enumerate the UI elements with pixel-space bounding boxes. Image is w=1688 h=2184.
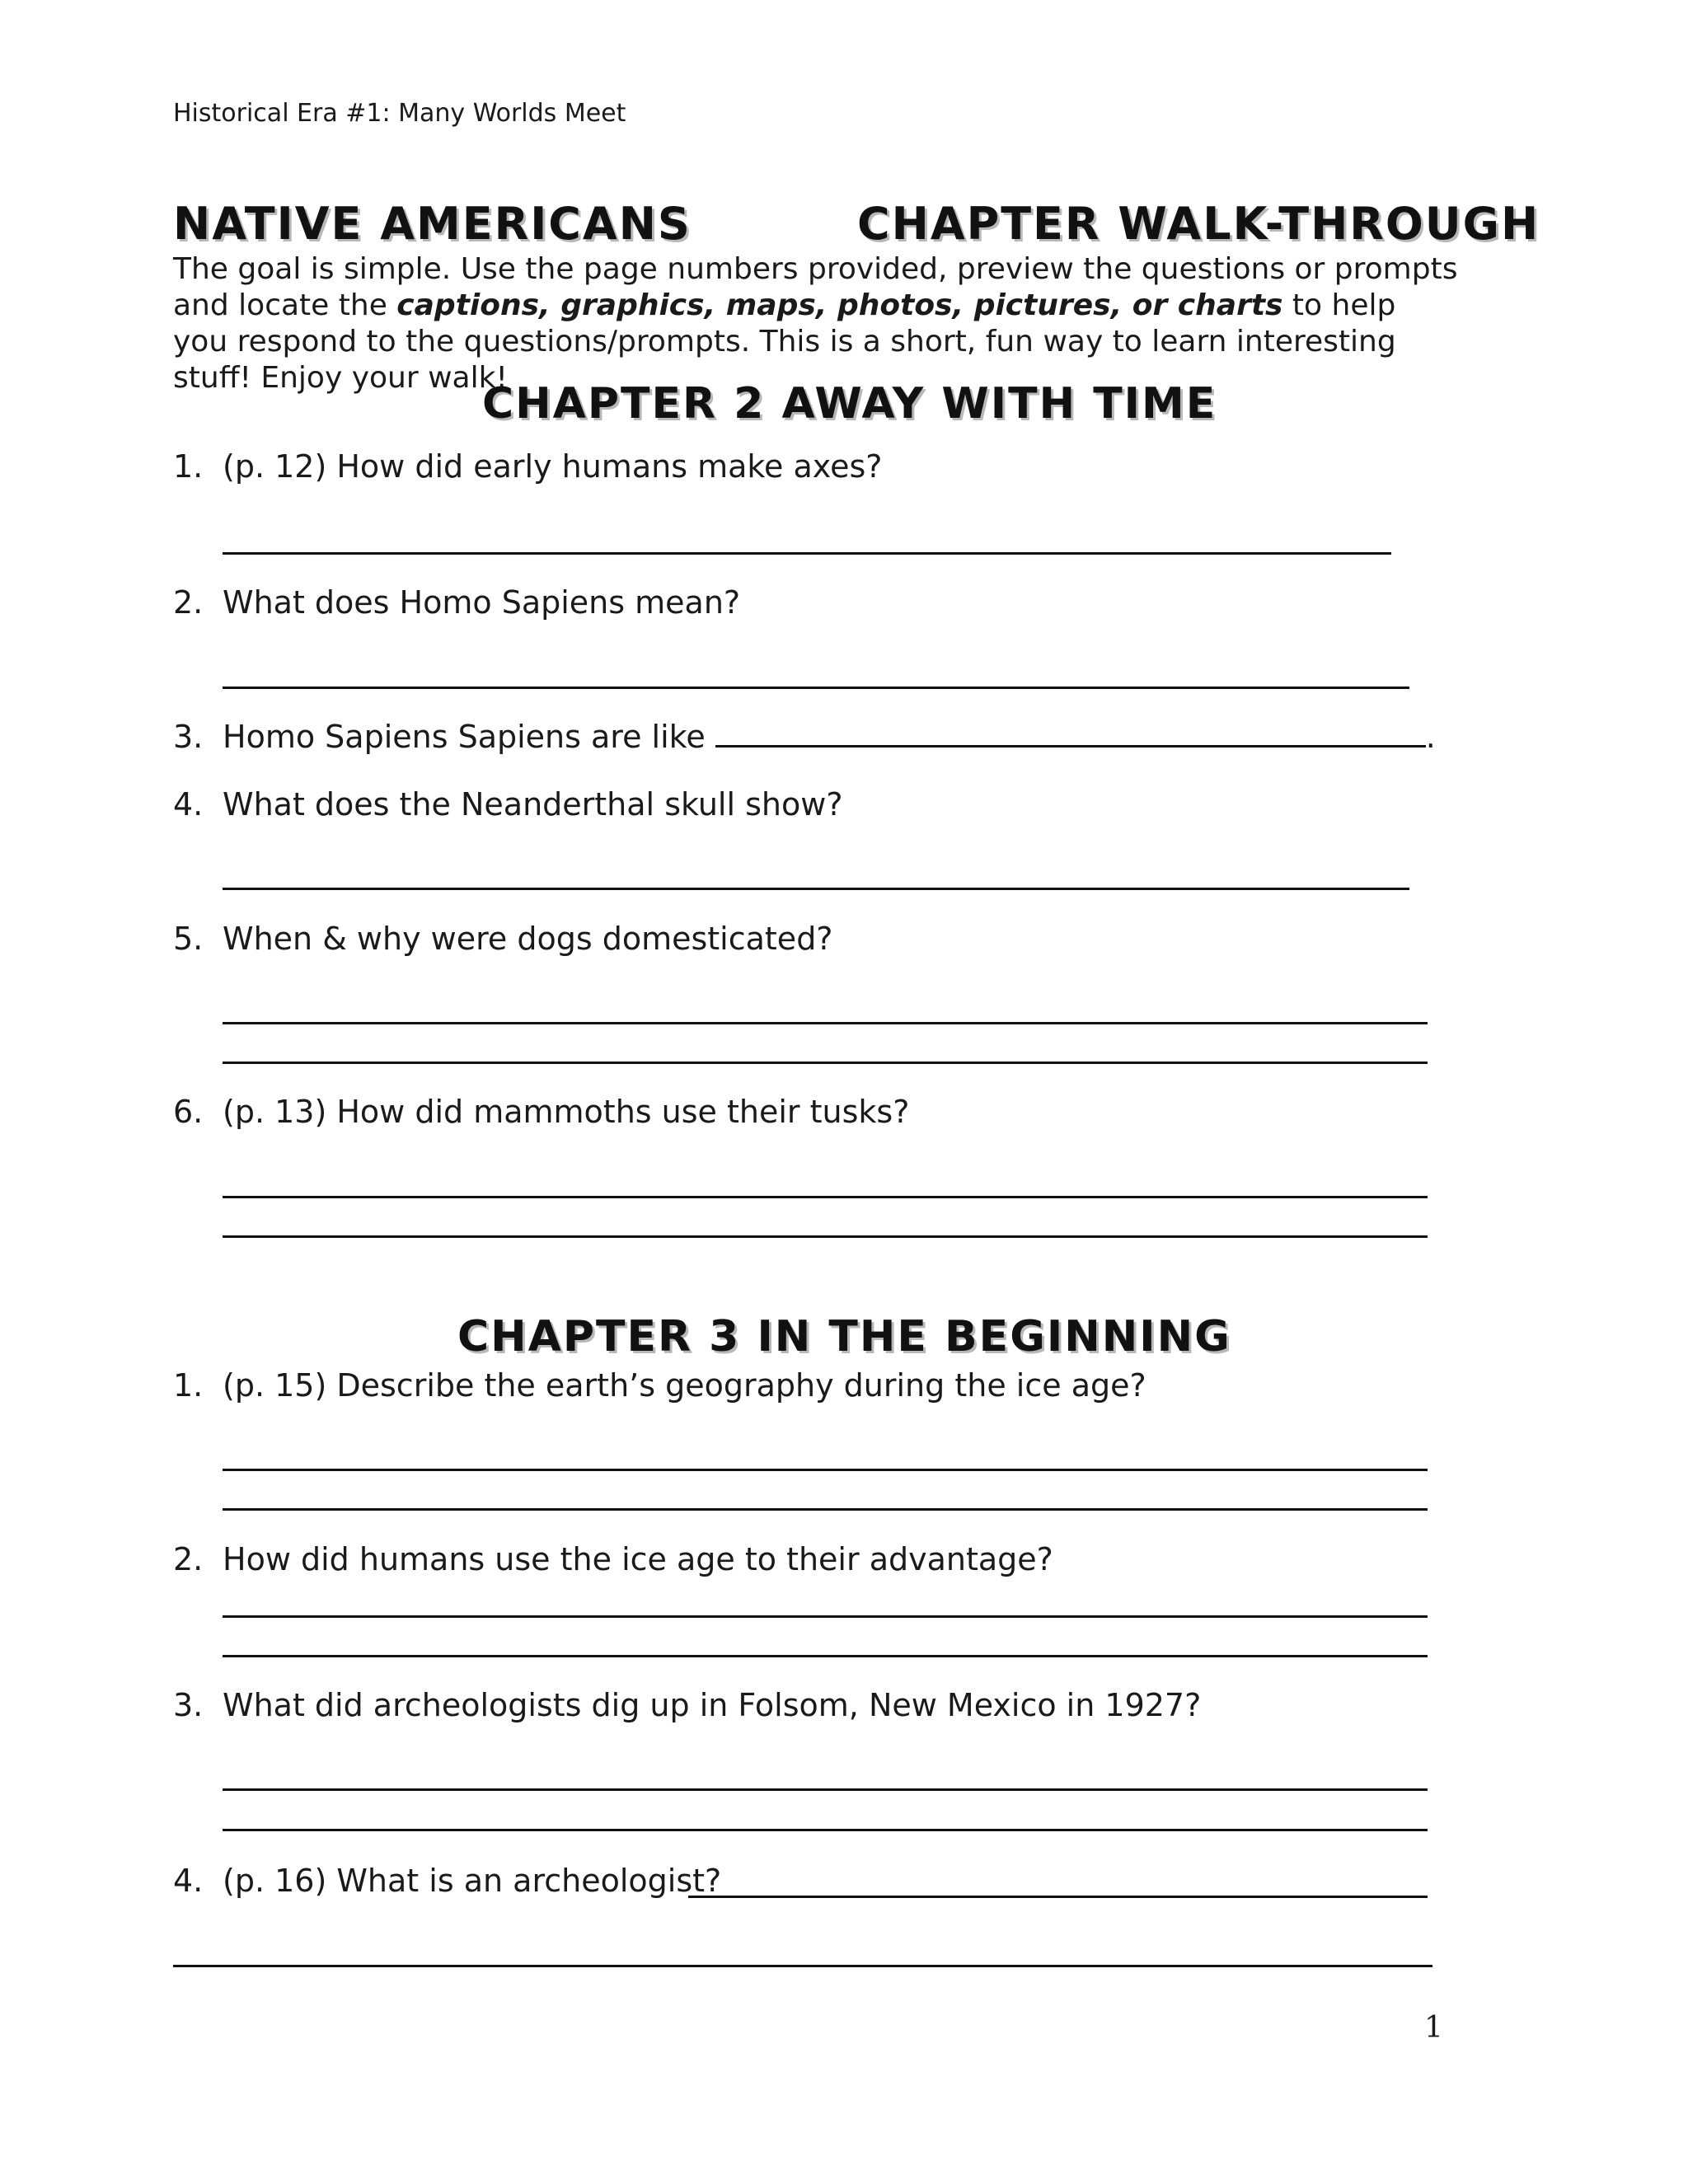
question-text: What does Homo Sapiens mean? xyxy=(223,584,741,621)
instructions xyxy=(173,251,1459,396)
era-heading: Historical Era #1: Many Worlds Meet xyxy=(173,99,626,128)
question-text: (p. 16) What is an archeologist? xyxy=(223,1863,722,1899)
question-number: 2. xyxy=(173,1541,204,1577)
question-end: . xyxy=(1425,719,1436,755)
answer-line[interactable] xyxy=(223,1615,1428,1618)
answer-line[interactable] xyxy=(223,552,1391,555)
question-number: 1. xyxy=(173,448,204,485)
answer-line[interactable] xyxy=(223,1469,1428,1471)
chapter-3-question-3 xyxy=(173,1685,1201,1725)
answer-line[interactable] xyxy=(223,1655,1428,1657)
question-number: 5. xyxy=(173,921,204,957)
question-number: 6. xyxy=(173,1094,204,1130)
question-number: 4. xyxy=(173,1863,204,1899)
question-text: Homo Sapiens Sapiens are like xyxy=(223,719,715,755)
chapter-2-question-4 xyxy=(173,785,843,824)
chapter-2-question-3 xyxy=(173,717,1436,757)
question-number: 3. xyxy=(173,719,204,755)
instructions-emphasis: captions, graphics, maps, photos, pictures, or charts xyxy=(396,288,1283,322)
answer-line[interactable] xyxy=(223,1022,1428,1024)
fill-in-blank[interactable] xyxy=(715,717,1426,748)
answer-line[interactable] xyxy=(223,1062,1428,1064)
question-number: 1. xyxy=(173,1367,204,1404)
answer-line[interactable] xyxy=(223,1829,1428,1831)
instructions-text-1: The goal is simple. Use the page numbers provided, preview the questions or prompts and locate the xyxy=(173,252,1458,322)
instructions-text-2: to help you respond to the questions/prompts. This is a short, fun way to learn interesting stuff! Enjoy your walk! xyxy=(173,288,1396,395)
chapter-3-question-4 xyxy=(173,1861,721,1900)
chapter-3-title: CHAPTER 3 IN THE BEGINNING xyxy=(457,1312,1231,1361)
answer-line[interactable] xyxy=(688,1896,1428,1898)
chapter-3-question-1 xyxy=(173,1366,1146,1405)
answer-line[interactable] xyxy=(223,1235,1428,1238)
worksheet-title: CHAPTER WALK-THROUGH xyxy=(857,198,1540,250)
question-text: When & why were dogs domesticated? xyxy=(223,921,833,957)
question-text: What does the Neanderthal skull show? xyxy=(223,786,843,823)
chapter-2-question-1 xyxy=(173,447,882,486)
page-number: 1 xyxy=(1424,2011,1443,2045)
answer-line[interactable] xyxy=(223,1196,1428,1198)
question-text: (p. 13) How did mammoths use their tusks? xyxy=(223,1094,910,1130)
answer-line[interactable] xyxy=(223,687,1409,689)
answer-line[interactable] xyxy=(223,1788,1428,1791)
question-number: 4. xyxy=(173,786,204,823)
unit-title: NATIVE AMERICANS xyxy=(173,198,692,250)
question-number: 2. xyxy=(173,584,204,621)
chapter-2-question-5 xyxy=(173,919,832,958)
chapter-2-title: CHAPTER 2 AWAY WITH TIME xyxy=(482,379,1217,429)
question-text: What did archeologists dig up in Folsom, New Mexico in 1927? xyxy=(223,1687,1202,1723)
answer-line[interactable] xyxy=(223,888,1409,890)
chapter-2-question-2 xyxy=(173,583,740,622)
chapter-2-question-6 xyxy=(173,1092,909,1132)
question-text: (p. 15) Describe the earth’s geography during the ice age? xyxy=(223,1367,1146,1404)
question-number: 3. xyxy=(173,1687,204,1723)
answer-line[interactable] xyxy=(223,1508,1428,1511)
chapter-3-question-2 xyxy=(173,1540,1053,1579)
answer-line[interactable] xyxy=(173,1965,1432,1967)
question-text: (p. 12) How did early humans make axes? xyxy=(223,448,883,485)
question-text: How did humans use the ice age to their advantage? xyxy=(223,1541,1053,1577)
